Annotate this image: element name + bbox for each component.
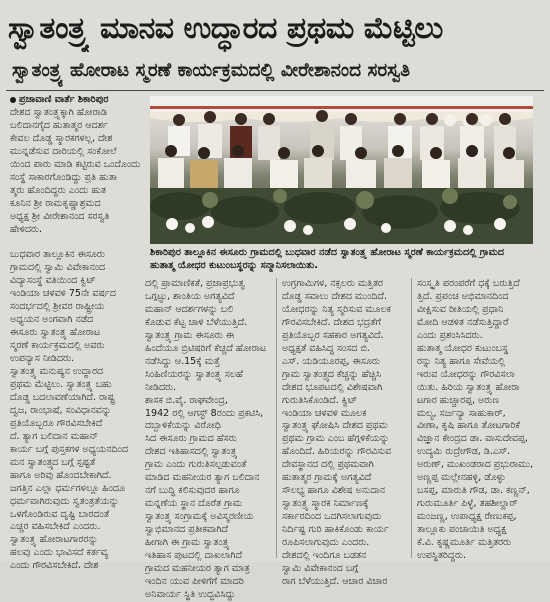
article-line: ಹೇಳಿದರು.: [10, 223, 43, 235]
article-line: ಗೌರವಿಸಬೇಕಿದೆ. ದೇಶದ ಭದ್ರತೆಗೆ: [282, 316, 382, 328]
article-line: ದ್ವಜ, ರಾಂಭಾಷೆ, ಸಂವಿಧಾನವನ್ನು: [10, 404, 112, 416]
article-line: ಸ್ವಾತಂತ್ರ್ಯ ಸಂಗ್ರಾಮಕ್ಕೆ ಅವಿಸ್ಮರಣೀಯ: [145, 511, 254, 523]
article-line: ಹಿಂದೆಯೂ ಬ್ರಿಟಿಷರಿಗೆ ಕೆಚ್ಚದೆ ಹೋರಾಟ: [145, 342, 267, 354]
article-line: ನೀಡಿದರು.: [145, 381, 177, 393]
article-line: ದೇಶದ ಸ್ವಾತಂತ್ರ್ಯಕ್ಕಾಗಿ ಹೋರಾಡಿ: [10, 106, 107, 118]
article-line: ಕೂನಿನ ಶ್ರೀ ರಾಮಕೃಷ್ಣಾಶ್ರಮದ: [10, 197, 101, 209]
article-line: ಉಪಸ್ಥಿತರಿದ್ದರು.: [417, 550, 467, 562]
article-line: ಪ್ರಥಮ ಮೆಟ್ಟಿಲು. ಸ್ವಾತಂತ್ರ್ಯ ಬಹು: [10, 378, 112, 390]
article-line: ಹೀಗಾಗಿ ಈ ಗ್ರಾಮ ಸ್ವಾತಂತ್ರ್ಯ: [145, 537, 230, 549]
article-line: ವಿದ್ಯಾಸಂಸ್ಥೆ ವತಿಯಿಂದ ಕ್ವಿಟ್: [10, 275, 96, 287]
article-line: ಬಲಿದಾನಗೈದ ಹುತಾತ್ಮರ ಆದರ್ಶ: [10, 119, 108, 131]
article-line: ಗ್ರಾಮದ ಮಹನೀಯರ ತ್ಯಾಗ ಮಾತ್ರ: [145, 562, 250, 574]
article-line: ಸರ್ಕಾರದಿಂದ ಒದಗಿಸಲಾಗುವುದು: [282, 511, 382, 523]
article-line: [10, 236, 142, 249]
article-line: ಯಿತು. ಹಿರಿಯ ಸ್ವಾತಂತ್ರ್ಯ ಹೋರಾ: [417, 381, 520, 393]
article-line: ಬುಧವಾರ ತಾಲ್ಲೂಕಿನ ಈಸೂರು: [10, 249, 105, 261]
article-line: ಅಧ್ಯಯನ ಅಂಗವಾಗಿ ನಡೆದ: [10, 314, 94, 326]
article-line: ಸ್ವಾತಂತ್ರ್ಯ ಹೋರಾಟಗಾರರನ್ನು: [10, 534, 98, 546]
photo-caption: [150, 246, 542, 272]
article-line: ಎಂದು ಗೌರವಿಸಬೇಕಿದೆ. ದೇಶ: [10, 560, 99, 572]
article-line: ಎಂದು ಪ್ರಶಂಸಿಸಿದರು.: [417, 329, 483, 341]
column-divider: [276, 278, 277, 558]
article-line: ತ್ಮರು ಹೊಂದಿದ್ದರು ಎಂದು ಹುತ: [10, 184, 106, 196]
article-line: ಗ್ರಾಮ ಸ್ವಾತಂತ್ರ್ಯದ ಕೆಚ್ಚನ್ನು ಹೆಚ್ಚಿಸಿ: [282, 368, 381, 380]
article-line: ಸಂಸ್ಥೆ ಸಾಕಾರಗೊಂಡಿದ್ದು ಪ್ರತಿ ಹುತಾ: [10, 171, 118, 183]
article-line: ವಿಜ್ಞಾನ ಕೇಂದ್ರದ ಡಾ. ವಾಸುದೇವಪ್ಪ,: [417, 433, 528, 445]
article-line: ದೇಶದಲ್ಲಿ ಇಂದಿಗೂ ಬಡತನ: [282, 550, 367, 562]
article-line: ಪ್ರತಿಯೊಬ್ಬರೂ ಗೌರವಿಸಬೇಕಿದೆ: [10, 417, 103, 429]
event-photo-image: [150, 96, 533, 244]
bullet-icon: [10, 97, 16, 103]
article-line: ಶಾಸಕ ಬಿ.ವೈ. ರಾಘವೇಂದ್ರ,: [145, 394, 228, 406]
article-line: ಅನಿವಾರ್ಯ ಸ್ಥಿತಿ ಉದ್ಭವಿಸಿದ್ದು: [145, 588, 236, 600]
event-photo: [150, 96, 533, 244]
article-line: ಒಳಗೊಂಡಿರುವ ದೃಷ್ಟಿ ಬಾರದಂತೆ: [10, 508, 110, 520]
article-line: ಇರುವ ಯೋಧರನ್ನು ಗೌರವಿಸಲಾ: [417, 368, 515, 380]
article-line: ಎಚ್ಚರ ವಹಿಸಬೇಕಿದೆ ಎಂದರು.: [10, 521, 101, 533]
article-line: ತ್ತಿದೆ. ಪ್ರಪಂಚ ಅಭಿಮಾನದಿಂದ: [417, 290, 509, 302]
article-line: ನಗೆ ಬುದ್ಧಿ ಕಲಿಸುವುದರ ಹಾಗೂ: [145, 485, 240, 497]
article-line: ಪ್ರಥಮ ಗ್ರಾಮ ಎಂಬ ಹೆಗ್ಗಳಿಕೆಯನ್ನು: [282, 433, 390, 445]
header-rule: [6, 90, 544, 91]
article-line: ಯೋಧರನ್ನು ನಿತ್ಯ ಸ್ಮರಿಸುವ ಮೂಲಕ: [282, 303, 391, 315]
article-line: ಧರ್ಮವಾಗಿರುವುದು ಸ್ವತಂತ್ರತೆಯನ್ನು: [10, 495, 120, 507]
article-line: ಸಂಸ್ಕೃತಿ ಪರಂಪರೆಗೆ ಧಕ್ಕೆ ಬರುತ್ತಿದೆ: [417, 278, 520, 289]
article-line: ಎಸ್. ಯಡಿಯೂರಪ್ಪ, ಈಸೂರು: [282, 355, 380, 367]
article-line: ಸ್ಮರಣೆ ಕಾರ್ಯಕ್ರಮದಲ್ಲಿ ಅವರು: [10, 340, 105, 352]
article-line: ಜಗತ್ತಿನ ಎಲ್ಲಾ ಧರ್ಮಗಳಲ್ಲೂ ಹಿಂದೂ: [10, 482, 126, 494]
article-line: ದೊಡ್ಡ ಬದಲಾವಣೆಯಾಗಿದೆ. ರಾಷ್ಟ್ರ: [10, 391, 115, 403]
subheadline: ಸ್ವಾತಂತ್ರ್ಯ ಹೋರಾಟ ಸ್ಮರಣೆ ಕಾರ್ಯಕ್ರಮದಲ್ಲಿ ವೀರೇಶಾನಂದ ಸರಸ್ವತಿ: [12, 60, 411, 81]
article-line: ತಾಲ್ಲೂಕು ಪಂಚಾಯಿತಿ ಅಧ್ಯಕ್ಷ: [417, 524, 507, 536]
article-line: ಗ್ರಾಮದಲ್ಲಿ ಸ್ವಾಮಿ ವಿವೇಕಾನಂದ: [10, 262, 106, 274]
article-line: ದೆ. ತ್ಯಾಗ ಬಲಿದಾನ ಮಹಾನ್: [10, 430, 99, 442]
article-line: ಮೋದಿ ಆಡಳಿತ ನಡೆಸುತ್ತಿದ್ದಾರೆ: [417, 316, 509, 328]
article-line: ಸ್ವಾಮಿ ವಿವೇಕಾನಂದ ಬಗ್ಗೆ: [282, 562, 359, 574]
article-line: ಸ್ವಾತಂತ್ರ್ಯ ಮನುಷ್ಯನ ಉದ್ಧಾರದ: [10, 366, 104, 378]
column-1-lines: [10, 107, 142, 573]
article-line: ಗುರುಮೂರ್ತಿ ಪಿಳ್ಳೆ, ತಹಶೀಲ್ದಾರ್: [417, 498, 518, 510]
caption-line-2: ಹುತಾತ್ಮ ಯೋಧರ ಕುಟುಂಬಸ್ಥರನ್ನು ಸನ್ಮಾನಿಸಲಾಯಿತು.: [150, 260, 318, 271]
article-line: ಹಲವು ಎಂದು ಭಾವಿಸದೆ ಕರ್ತವ್ಯ: [10, 547, 109, 559]
article-line: ದೇವಸ್ಥಾನದ ದಲ್ಲಿ ಪ್ರಥಮವಾಗಿ: [282, 459, 374, 471]
article-line: ಕೆ.ವಿ. ಕೃಷ್ಣಮೂರ್ತಿ ಮತ್ತಿತರರು: [417, 537, 512, 549]
article-line: ಸ್ವಾತಂತ್ರ್ಯ ಸ್ಮಾರಕ ನಿರ್ಮಾಣಕ್ಕೆ: [282, 498, 369, 510]
article-column-3: [282, 278, 407, 589]
dateline: ಪ್ರಜಾವಾಣಿ ವಾರ್ತೆ: [19, 94, 75, 105]
column-divider: [411, 278, 412, 558]
article-line: ಸ್ವಾಭಿಮಾನದ ಪ್ರತೀಕವಾಗಿದೆ: [145, 524, 229, 536]
article-line: ಉಗ್ರಗಾಮಿಗಳ, ನಕ್ಸಲರು ಮತ್ತಿತರ: [282, 278, 383, 289]
article-line: 1942 ರಲ್ಲಿ ಆಗಸ್ಟ್ 8ರಂದು ಪ್ರಕಟಿಸಿ,: [145, 407, 264, 419]
article-line: ಇಂಡಿಯಾ ಚಳವಳಿ ಮೂಲಕ: [282, 407, 367, 419]
article-line: ದೊಡ್ಡ ಸವಾಲು ದೇಶದ ಮುಂದಿದೆ.: [282, 290, 387, 302]
article-column-2: [145, 278, 270, 602]
article-line: ಸೌಲಭ್ಯ ಹಾಗೂ ವಿಶೇಷ ಅನುದಾನ: [282, 485, 385, 497]
article-line: ಗುರುತಿಸಿಕೊಂಡಿದೆ. ಕ್ವಿಟ್: [282, 394, 358, 406]
article-line: ವೀಣಾ, ಕೃಷಿ ಹಾಗೂ ತೋಟಗಾರಿಕೆ: [417, 420, 521, 432]
article-line: ಅಧ್ಯಕ್ಷತೆ ವಹಿಸಿದ್ದ ಸಂಸದ ಬಿ.: [282, 342, 370, 354]
article-line: ಮನ್ನಣೆಯ ಸ್ಥಾನ ದೊರೆತ ಗ್ರಾಮ: [145, 498, 243, 510]
article-line: ಮಂಜಣ್ಣ, ಉಪಾಧ್ಯಕ್ಷ ರೇಣುಕಪ್ಪ,: [417, 511, 517, 523]
article-line: ರಾಗ ಬೆಳೆಯುತ್ತಿದೆ. ಆಚಾರ ವಿಚಾರ: [282, 575, 388, 587]
article-line: ಉದ್ಯಮಿ ರುದ್ರೇಗೌಡ, ಡಿ.ಎಸ್.: [417, 446, 511, 458]
article-line: ಕೇವಲ ದೊಡ್ಡ ಸ್ಮಾರಕಗಳಲ್ಲ, ದೇಶ: [10, 132, 113, 144]
dateline-line: [10, 94, 142, 107]
article-line: ಮಲ್ಯ, ಸರ್ಜನ್ಯಾ ಸಾಹುಕಾರ್,: [417, 407, 506, 419]
article-line: ವೀಕ್ಷಿಸುವ ರೀತಿಯಲ್ಲಿ ಪ್ರಧಾನಿ: [417, 303, 504, 315]
article-line: ಮುನ್ನಡೆಸುವ ದಾರಿಯಲ್ಲಿ ಸಂಕೋಲೆ: [10, 145, 117, 157]
article-line: ದಬ್ಬಾಳಿಕೆಯನ್ನು ವಿರೋಧಿ: [145, 420, 221, 432]
article-line: ಕಾರ್ಯ ಬಗ್ಗೆ ಪುಸ್ತಕಗಳ ಅಧ್ಯಯನದಿಂದ: [10, 443, 129, 455]
article-line: ಹಾಗೂ ಅರಿವು ಹೊಂದಬೇಕಾಗಿದೆ.: [10, 469, 112, 481]
article-line: ಪ್ರತಿಯೊಬ್ಬರ ಸಹಕಾರ ಅಗತ್ಯವಿದೆ.: [282, 329, 384, 341]
article-line: ನಿರ್ದಿಷ್ಟ ಗುರಿ ಹಾಕಿಕೊಂಡು ಕಾರ್ಯ: [282, 524, 389, 536]
article-line: ದೇಶದ ಭೂಪಟದಲ್ಲಿ ವಿಶೇಷವಾಗಿ: [282, 381, 383, 393]
article-line: ಈಸೂರು ಸ್ವಾತಂತ್ರ್ಯ ಹೋರಾಟ: [10, 327, 101, 339]
article-line: ನಡೆಸಿದ್ದು ಆ.15ಕ್ಕೆ ಮತ್ತೆ: [145, 355, 221, 367]
article-line: ಟಗಾರ ಹುಚ್ಚಾರಪ್ಪ, ಅರುಣ: [417, 394, 500, 406]
article-line: ಉಪನ್ಯಾಸ ನೀಡಿದರು.: [10, 353, 75, 365]
article-line: ಸ್ವಾತಂತ್ರ್ಯ ಗ್ರಾಮ ಈಸೂರು ಈ: [145, 329, 235, 341]
article-line: ಅರುಣ್, ಮುಖಂಡರಾದ ಪ್ರಭುರಾಮು,: [417, 459, 534, 471]
article-column-4: [417, 278, 545, 563]
dateline-place: ಶಿಕಾರಿಪುರ: [77, 94, 109, 105]
article-line: ಕೊಡುವ ಕೆಟ್ಟ ಚಾಳಿ ಬೆಳೆಯುತ್ತಿದೆ.: [145, 316, 248, 328]
article-line: ಮಹಾನ್ ಆದರ್ಶಗಳನ್ನು ಬಲಿ: [145, 303, 234, 315]
caption-line-1: ಶಿಕಾರಿಪುರ ತಾಲ್ಲೂಕಿನ ಈಸೂರು ಗ್ರಾಮದಲ್ಲಿ ಬುಧವಾರ ನಡೆದ ಸ್ವಾತಂತ್ರ್ಯ ಹೋರಾಟ ಸ್ಮರಣೆ ಕಾರ್ಯಕ್ರಮದಲ್ಲಿ ಗ್ರಾಮದ: [150, 247, 505, 258]
article-line: ಇಂದಿನ ಯುವ ಪೀಳಿಗೆಗೆ ಮಾದರಿ: [145, 575, 244, 587]
article-line: ಅಧ್ಯಕ್ಷ ಶ್ರೀ ವೀರೇಶಾನಂದ ಸರಸ್ವತಿ: [10, 210, 110, 222]
article-line: ಯಿಂದ ಪಾರು ಮಾಡಿ ಕಟ್ಟಿರುವ ಒಂದೊಂದು: [10, 158, 141, 170]
article-line: ಒಗ್ಗಟ್ಟು, ಶಾಂತಿಯ ಅಗತ್ಯವಿದೆ: [145, 290, 235, 302]
article-line: ಹುತಾತ್ಮರ ಗ್ರಾಮಕ್ಕೆ ಅಗತ್ಯವಿದೆ: [282, 472, 372, 484]
article-line: ಗ್ರಾಮ ಎಂದು ಗುರುತಿಸಲ್ಪಡುವಂತೆ: [145, 459, 247, 471]
article-line: ರೂಪಿಸಲಾಗುವುದು ಎಂದರು.: [282, 537, 370, 549]
article-line: ಅಣ್ಣಪ್ಪ ಮಲ್ಲೇನಹಳ್ಳಿ, ಡೊಳ್ಳು: [417, 472, 506, 484]
article-line: ರನ್ನು ನಿತ್ಯ ಹಾಗೂ ಸೇವೆಯಲ್ಲಿ: [417, 355, 506, 367]
article-line: ಮಾಡಿದ ಮಹನೀಯರ ತ್ಯಾಗ ಬಲಿದಾನ: [145, 472, 260, 484]
article-column-1: [10, 94, 142, 573]
article-line: ಮನ ಸ್ವಾತಂತ್ರ್ಯದ ಬಗ್ಗೆ ಸ್ಪಷ್ಟತೆ: [10, 456, 96, 468]
headline: ಸ್ವಾತಂತ್ರ್ಯ ಮಾನವ ಉದ್ಧಾರದ ಪ್ರಥಮ ಮೆಟ್ಟಿಲು: [8, 11, 443, 46]
article-line: ಸಿದ ಈಸೂರು ಗ್ರಾಮದ ಹೆಸರು: [145, 433, 237, 445]
article-line: ಹೊಂದಿದೆ. ಹಿರಿಯರನ್ನು ಗೌರವಿಸುವ: [282, 446, 392, 458]
article-line: ಇತಿಹಾಸ ಪುಟದಲ್ಲಿ ದಾಖಲಾಗಿದೆ: [145, 550, 243, 562]
article-line: ಸ್ವಾತಂತ್ರ್ಯ ಘೋಷಿಸಿ ದೇಶದ ಪ್ರಥಮ: [282, 420, 388, 432]
article-line: ಬಸಪ್ಪ, ಮಾರುತಿ ಗೌಡ, ಡಾ. ಕಣ್ಣನ್,: [417, 485, 530, 497]
article-line: ಸಿಂಹಿಣಿಯರನ್ನು ಸ್ವಾತಂತ್ರ್ಯ ಸಲಹೆ: [145, 368, 243, 380]
article-line: ಸಂದರ್ಭದಲ್ಲಿ ಶ್ರೀವರ ರಾಷ್ಟ್ರೀಯ: [10, 301, 105, 313]
article-line: ಇಂಡಿಯಾ ಚಳವಳಿ 75ನೇ ವರ್ಷದ: [10, 288, 116, 300]
article-line: ದಲ್ಲಿ ಪ್ರಾಮಾಣಿಕತೆ, ಪ್ರಜಾಪ್ರಭುತ್ವ: [145, 278, 246, 289]
article-line: ದೇಶದ ಇತಿಹಾಸದಲ್ಲಿ ಸ್ವಾತಂತ್ರ್ಯ: [145, 446, 238, 458]
article-line: ಹುತಾತ್ಮ ಯೋಧರ ಕುಟುಂಬಸ್ಥ: [417, 342, 509, 354]
